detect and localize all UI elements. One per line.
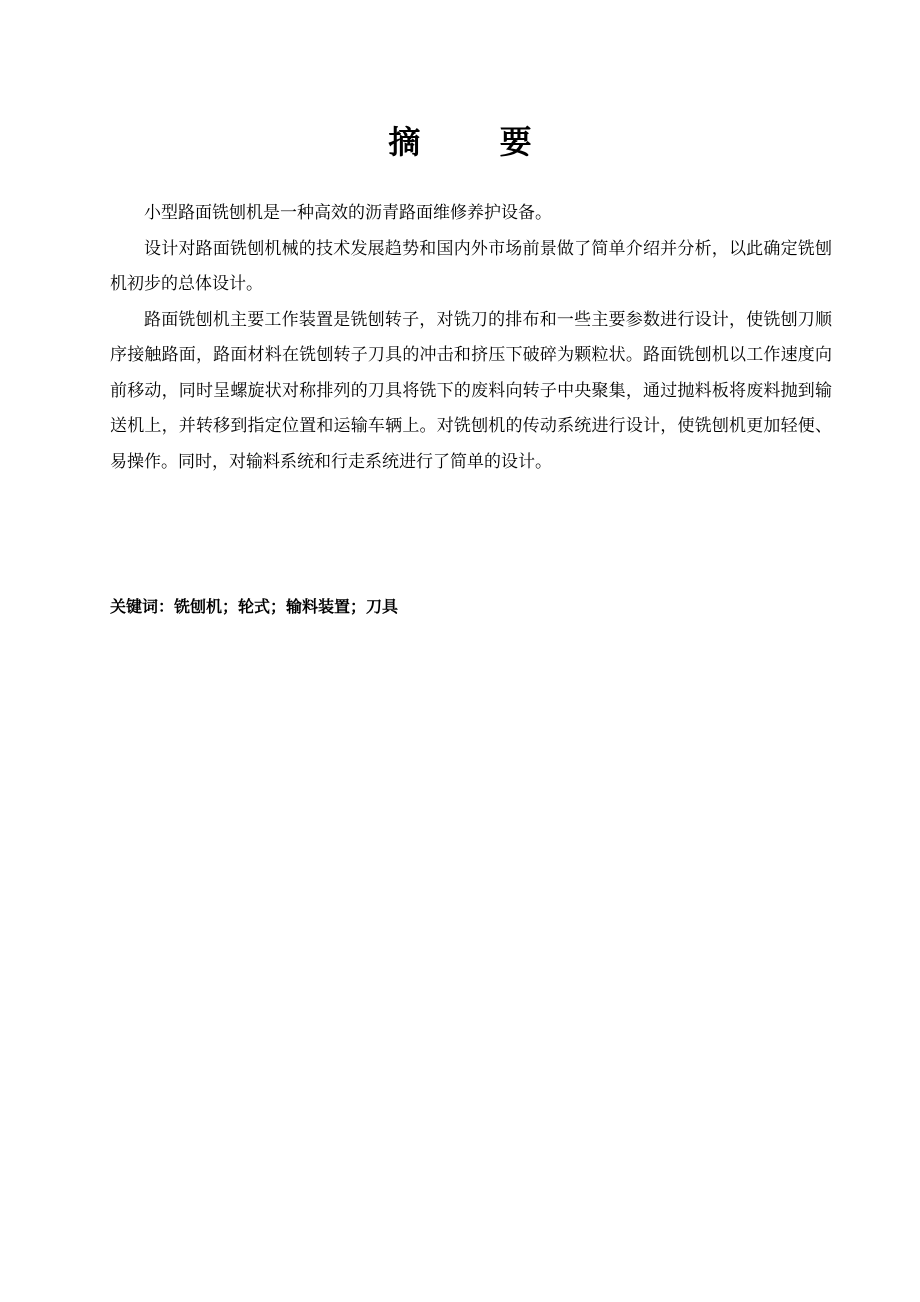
abstract-paragraph-2: 设计对路面铣刨机械的技术发展趋势和国内外市场前景做了简单介绍并分析，以此确定铣刨机初步的总体设计。 <box>110 238 832 294</box>
page-title: 摘 要 <box>388 123 566 161</box>
abstract-paragraph-3: 路面铣刨机主要工作装置是铣刨转子，对铣刀的排布和一些主要参数进行设计，使铣刨刀顺序接触路面，路面材料在铣刨转子刀具的冲击和挤压下破碎为颗粒状。路面铣刨机以工作速度向前移动，同时呈螺旋状对称排列的刀具将铣下的废料向转子中央聚集，通过抛料板将废料抛到输送机上，并转移到指定位置和运输车辆上。对铣刨机的传动系统进行设计，使铣刨机更加轻便、易操作。同时，对输料系统和行走系统进行了简单的设计。 <box>110 309 832 472</box>
keywords-line <box>110 590 832 624</box>
abstract-paragraph-1: 小型路面铣刨机是一种高效的沥青路面维修养护设备。 <box>144 203 552 223</box>
abstract-body <box>110 196 832 480</box>
keywords-list: 铣刨机；轮式；输料装置；刀具 <box>174 597 399 616</box>
keywords-label: 关键词： <box>110 597 175 616</box>
